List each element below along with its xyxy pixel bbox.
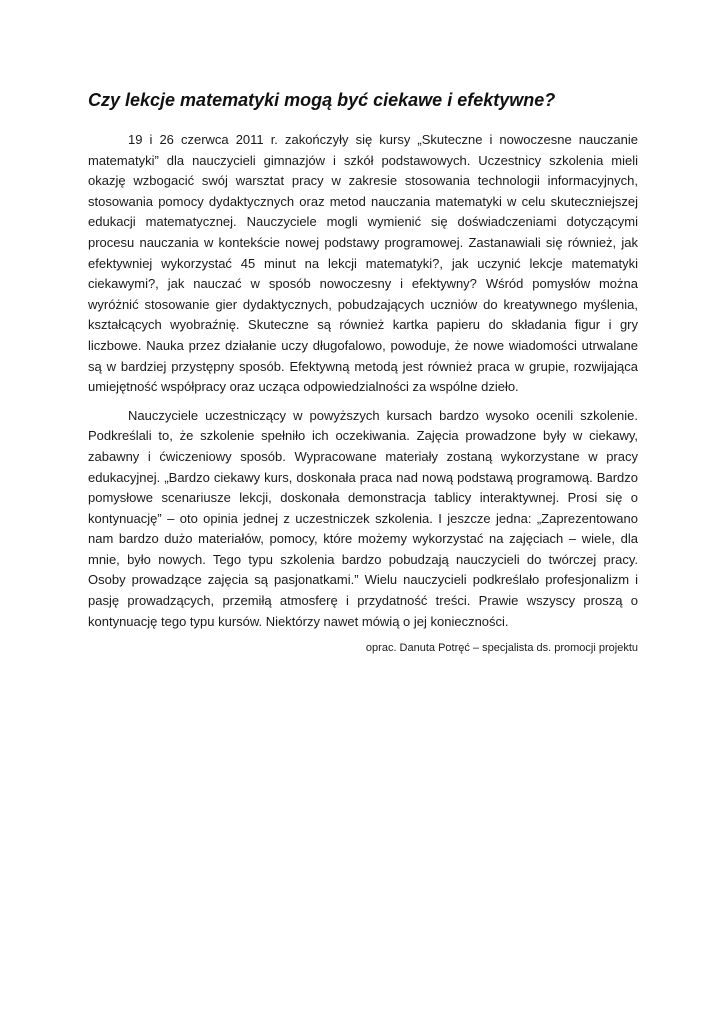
author-signature: oprac. Danuta Potręć – specjalista ds. promocji projektu	[365, 642, 638, 655]
paragraph-participant-feedback: Nauczyciele uczestniczący w powyższych kursach bardzo wysoko ocenili szkolenie. Podkreślali to, że szkolenie spełniło ich oczekiwania. Zajęcia prowadzone były w ciekawy, zabawny i ćwiczeniowy sposób. Wypracowane materiały zostaną wykorzystane w pracy edukacyjnej. „Bardzo ciekawy kurs, doskonała praca nad nową podstawą programową. Bardzo pomysłowe scenariusze lekcji, doskonała demonstracja tablicy interaktywnej. Prosi się o kontynuację” – oto opinia jednej z uczestniczek szkolenia. I jeszcze jedna: „Zaprezentowano nam bardzo dużo materiałów, pomocy, które możemy wykorzystać na zajęciach – wiele, dla mnie, było nowych. Tego typu szkolenia bardzo pobudzają nauczycieli do twórczej pracy. Osoby prowadzące zajęcia są pasjonatkami.” Wielu nauczycieli podkreślało profesjonalizm i pasję prowadzących, przemiłą atmosferę i przydatność treści. Prawie wszyscy proszą o kontynuację tego typu kursów. Niektórzy nawet mówią o jej konieczności.	[88, 407, 638, 629]
paragraph-course-summary: 19 i 26 czerwca 2011 r. zakończyły się kursy „Skuteczne i nowoczesne nauczanie matematyki” dla nauczycieli gimnazjów i szkół podstawowych. Uczestnicy szkolenia mieli okazję wzbogacić swój warsztat pracy w zakresie stosowania technologii informacyjnych, stosowania pomocy dydaktycznych oraz metod nauczania matematyki w celu skuteczniejszej edukacji matematycznej. Nauczyciele mogli wymienić się doświadczeniami dotyczącymi procesu nauczania w kontekście nowej podstawy programowej. Zastanawiali się również, jak efektywniej wykorzystać 45 minut na lekcji matematyki?, jak uczynić lekcje matematyki ciekawymi?, jak nauczać w sposób nowoczesny i efektywny? Wśród pomysłów można wyróżnić stosowanie gier dydaktycznych, pobudzających uczniów do kreatywnego myślenia, kształcących wyobraźnię. Skuteczne są również kartka papieru do składania figur i gry liczbowe. Nauka przez działanie uczy długofalowo, powoduje, że nowe wiadomości utrwalane są w bardziej przystępny sposób. Efektywną metodą jest również praca w grupie, rozwijająca umiejętność współpracy oraz ucząca odpowiedzialności za wspólne dzieło.	[88, 132, 638, 395]
document-page	[88, 88, 638, 656]
document-title: Czy lekcje matematyki mogą być ciekawe i efektywne?	[88, 90, 556, 110]
